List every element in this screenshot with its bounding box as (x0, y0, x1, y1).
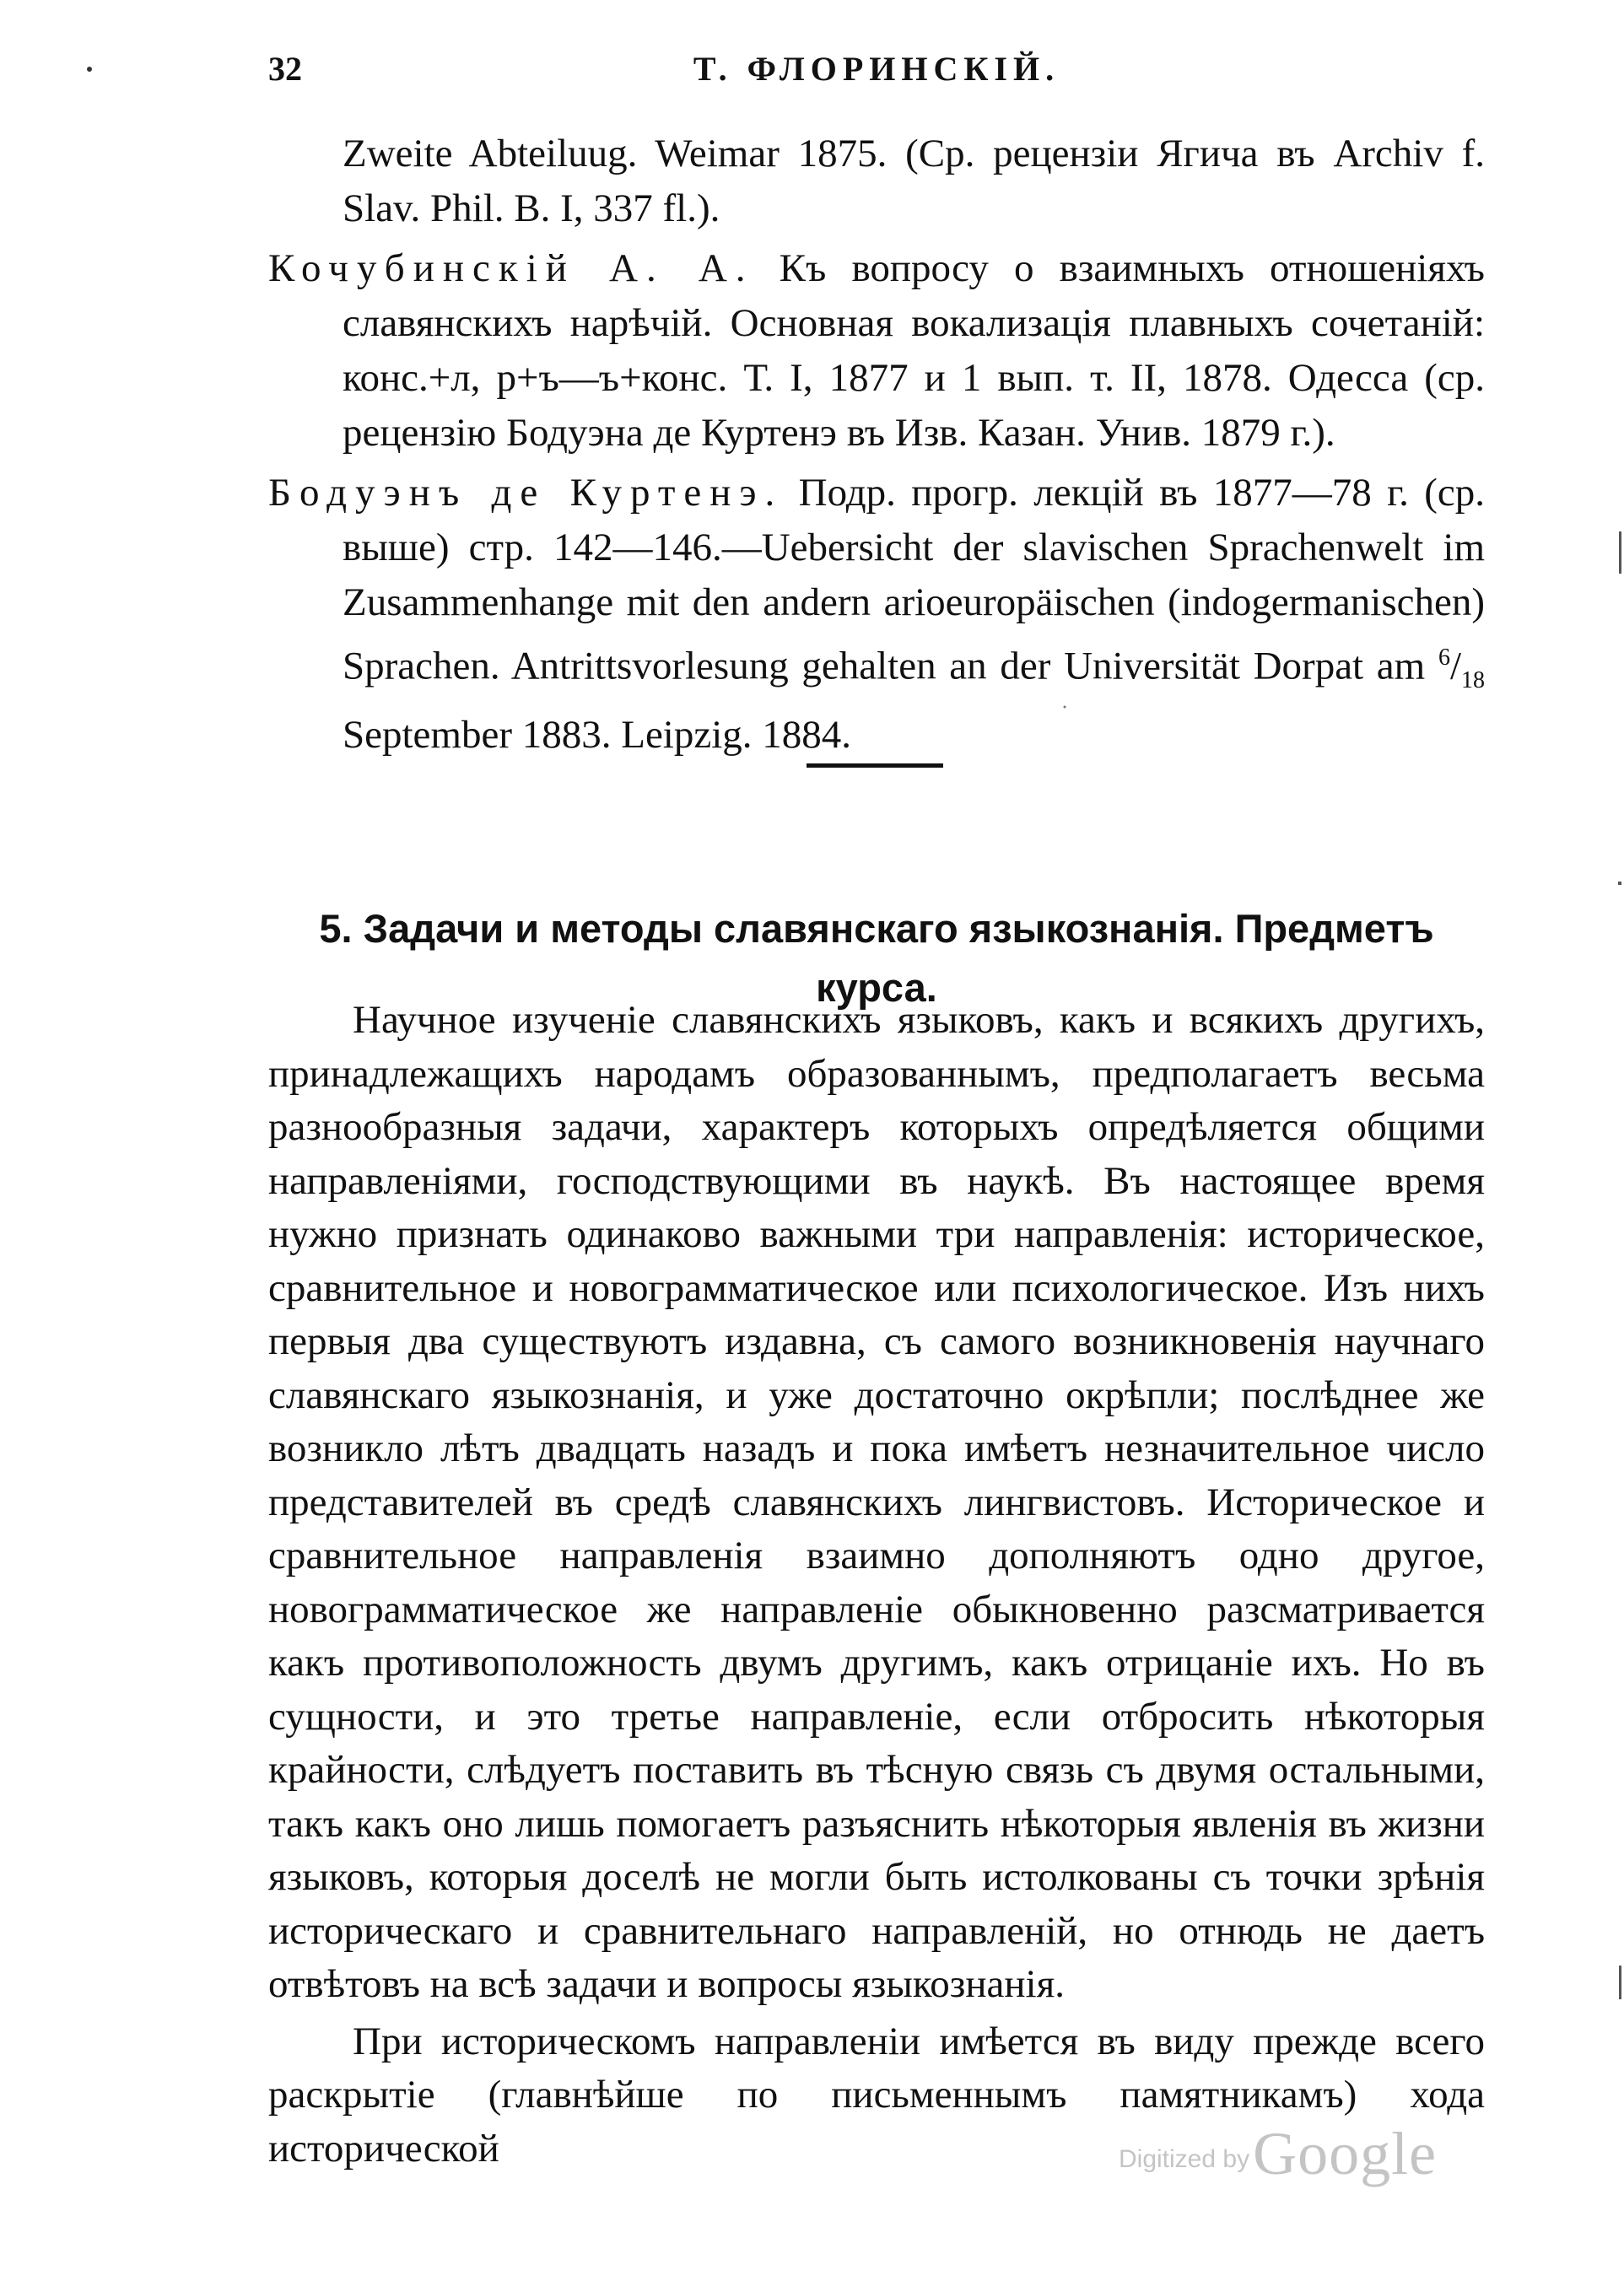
section-divider (807, 763, 943, 768)
paragraph: Научное изученіе славянскихъ языковъ, какъ и всякихъ другихъ, принадлежащихъ народамъ образованнымъ, предполагаетъ весьма разнообразныя задачи, характеръ которыхъ опредѣляется общими направленіями, господствующими въ наукѣ. Въ настоящее время нужно признать одинаково важными три направленія: историческое, сравнительное и новограмматическое или психологическое. Изъ нихъ первыя два существуютъ издавна, съ самого возникновенія научнаго славянскаго языкознанія, и уже достаточно окрѣпли; послѣднее же возникло лѣтъ двадцать назадъ и пока имѣетъ незначительное число представителей въ средѣ славянскихъ лингвистовъ. Историческое и сравнительное направленія взаимно дополняютъ одно другое, новограмматическое же направленіе обыкновенно разсматривается какъ противоположность двумъ другимъ, какъ отрицаніе ихъ. Но въ сущности, и это третье направленіе, если отбросить нѣкоторыя крайности, слѣдуетъ поставить въ тѣсную связь съ двумя остальными, такъ какъ оно лишь помогаетъ разъяснить нѣкоторыя явленія въ жизни языковъ, которыя доселѣ не могли быть истолкованы съ точки зрѣнія историческаго и сравнительнаго направленій, но отнюдь не даетъ отвѣтовъ на всѣ задачи и вопросы языкознанія. (268, 998, 1485, 2006)
google-logo: Google (1253, 2120, 1438, 2187)
page-number: 32 (268, 50, 302, 88)
running-title: Т. ФЛОРИНСКІЙ. (693, 50, 1060, 88)
paragraph: При историческомъ направленіи имѣется въ виду прежде всего раскрытіе (главнѣйше по письменнымъ памятникамъ) хода исторической (268, 2019, 1485, 2171)
google-watermark (1119, 2119, 1437, 2187)
section-heading: 5. Задачи и методы славянскаго языкознанія. Предметъ курса. (319, 906, 1434, 1010)
entry-author: Кочубинскій А. А. (268, 246, 754, 290)
fraction-denominator: 18 (1461, 667, 1485, 694)
bibliography-entry-continuation: Zweite Abteiluug. Weimar 1875. (Ср. рецензіи Ягича въ Archiv f. Slav. Phil. B. I, 337 fl.). (343, 132, 1485, 230)
entry-author: Бодуэнъ де Куртенэ. (268, 471, 784, 515)
bibliography-list (268, 127, 1485, 763)
fraction-numerator: 6 (1438, 644, 1450, 671)
bibliography-entry (268, 241, 1485, 461)
watermark-prefix: Digitized by (1119, 2145, 1250, 2173)
page-header (268, 49, 1485, 100)
entry-text: Къ вопросу о взаимныхъ отношеніяхъ славянскихъ нарѣчій. Основная вокализація плавныхъ сочетаній: конс.+л, р+ъ—ъ+конс. Т. I, 1877 и 1 вып. т. II, 1878. Одесса (ср. рецензію Бодуэна де Куртенэ въ Изв. Казан. Унив. 1879 г.). (343, 246, 1485, 455)
bibliography-entry: Бодуэнъ де Куртенэ. Подр. прогр. лекцій въ 1877—78 г. (ср. выше) стр. 142—146.—Uebersicht der slavischen Sprachenwelt im Zusammenhange mit den andern arioeuropäischen (indogermanischen) Sprachen. Antrittsvorlesung gehalten an der Universität Dorpat am $^6/_{18}$ September 1883. Leipzig. 1884. (268, 471, 1485, 758)
entry-text: September 1883. Leipzig. 1884. (343, 713, 852, 758)
entry-text: Подр. прогр. лекцій въ 1877—78 г. (ср. выше) стр. 142—146.—Uebersicht der slavischen Sprachenwelt im Zusammenhange mit den andern arioeuropäischen (indogermanischen) Sprachen. Antrittsvorlesung gehalten an der Universität Dorpat am (343, 471, 1485, 688)
body-text (268, 994, 1485, 2179)
